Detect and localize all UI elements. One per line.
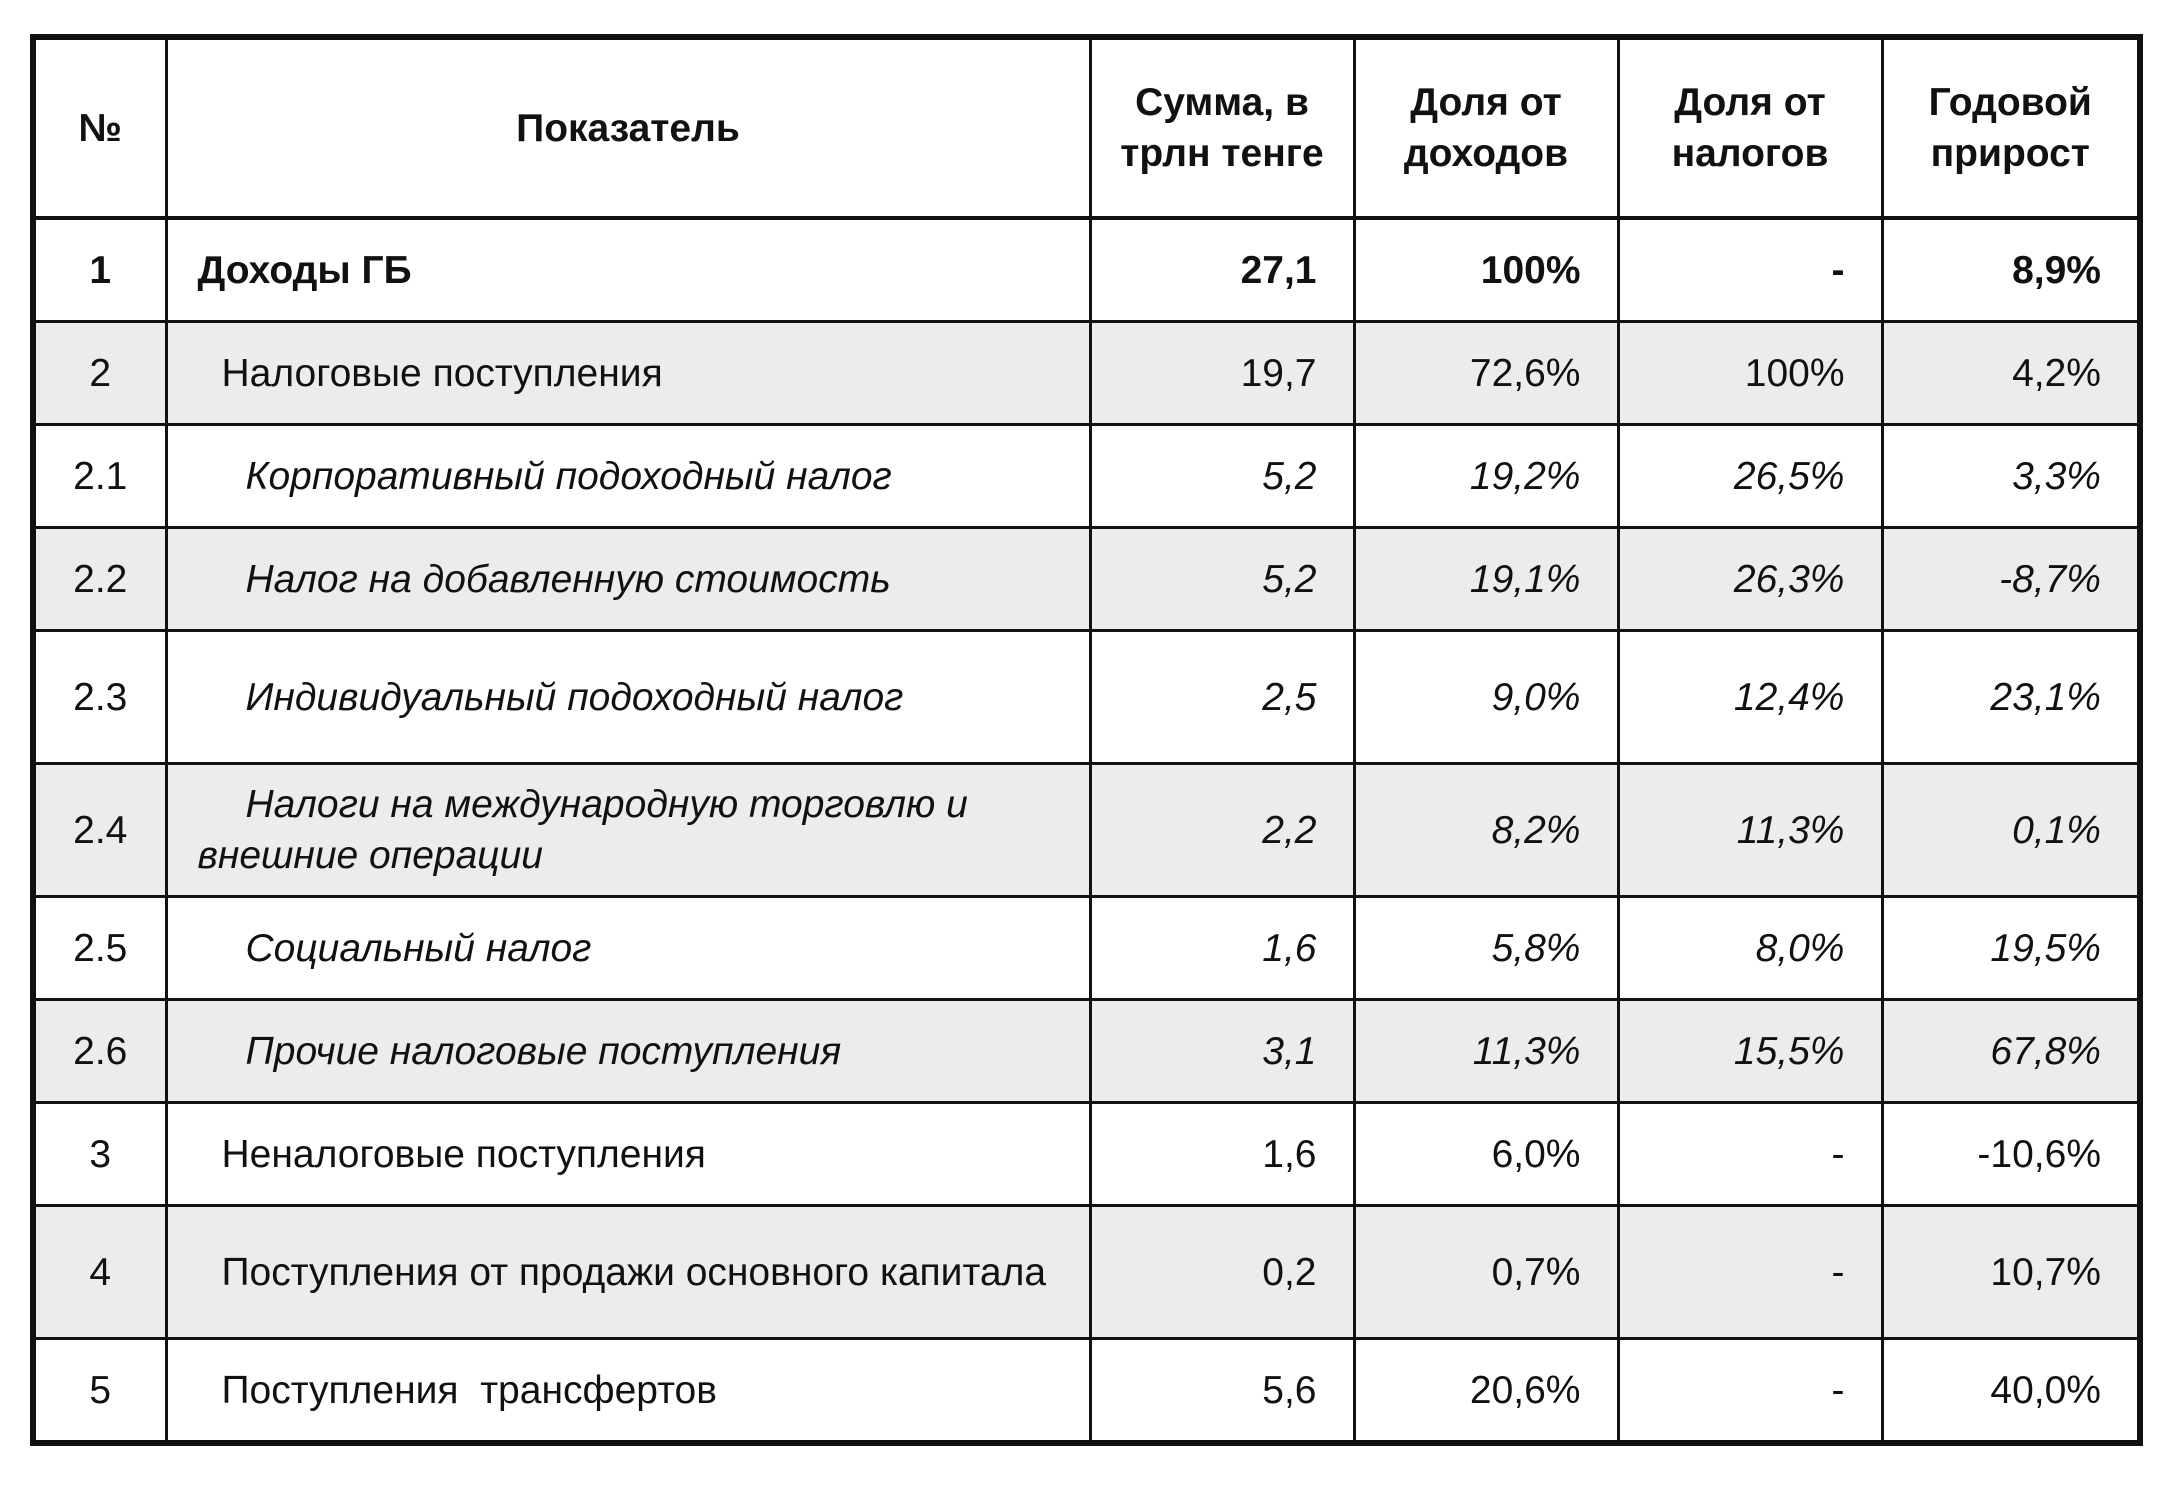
row-sum: 1,6 — [1090, 897, 1354, 1000]
row-num: 5 — [33, 1339, 166, 1444]
row-num: 2.2 — [33, 528, 166, 631]
header-num: № — [33, 37, 166, 218]
row-growth: 67,8% — [1882, 1000, 2140, 1103]
revenue-table — [30, 34, 2143, 1446]
row-sum: 0,2 — [1090, 1206, 1354, 1339]
row-growth: 8,9% — [1882, 218, 2140, 322]
row-sum: 2,5 — [1090, 631, 1354, 764]
row-name — [166, 322, 1090, 425]
row-sum: 27,1 — [1090, 218, 1354, 322]
row-sum: 2,2 — [1090, 764, 1354, 897]
row-share-income: 20,6% — [1354, 1339, 1618, 1444]
table-row — [33, 218, 2140, 322]
row-growth: 4,2% — [1882, 322, 2140, 425]
row-share-income: 5,8% — [1354, 897, 1618, 1000]
row-share-taxes: 26,5% — [1618, 425, 1882, 528]
table-row — [33, 528, 2140, 631]
row-share-income: 19,1% — [1354, 528, 1618, 631]
header-annual-growth: Годовой прирост — [1882, 37, 2140, 218]
row-name-text: Прочие налоговые поступления — [245, 1029, 842, 1073]
row-sum: 3,1 — [1090, 1000, 1354, 1103]
row-name-text: Индивидуальный подоходный налог — [245, 675, 904, 719]
header-sum: Сумма, в трлн тенге — [1090, 37, 1354, 218]
row-name — [166, 1000, 1090, 1103]
row-sum: 19,7 — [1090, 322, 1354, 425]
row-share-income: 19,2% — [1354, 425, 1618, 528]
row-name — [166, 1103, 1090, 1206]
row-num: 2 — [33, 322, 166, 425]
row-name — [166, 425, 1090, 528]
row-name: Поступления от продажи основного капитала — [166, 1206, 1090, 1339]
header-share-income: Доля от доходов — [1354, 37, 1618, 218]
row-growth: 3,3% — [1882, 425, 2140, 528]
row-num: 2.4 — [33, 764, 166, 897]
row-share-income: 100% — [1354, 218, 1618, 322]
row-num: 4 — [33, 1206, 166, 1339]
row-name-text: Корпоративный подоходный налог — [245, 454, 892, 498]
row-share-taxes: - — [1618, 1339, 1882, 1444]
row-name-text: Налог на добавленную стоимость — [245, 557, 891, 601]
table-row — [33, 1206, 2140, 1339]
row-share-income: 6,0% — [1354, 1103, 1618, 1206]
row-growth: 0,1% — [1882, 764, 2140, 897]
row-sum: 5,2 — [1090, 528, 1354, 631]
row-share-taxes: - — [1618, 1206, 1882, 1339]
row-name: Налоги на международную торговлю и внешние операции — [166, 764, 1090, 897]
row-sum: 5,6 — [1090, 1339, 1354, 1444]
header-indicator: Показатель — [166, 37, 1090, 218]
row-growth: 10,7% — [1882, 1206, 2140, 1339]
row-name-text: Социальный налог — [245, 926, 592, 970]
row-name-text: Поступления трансфертов — [221, 1368, 717, 1412]
row-num: 1 — [33, 218, 166, 322]
row-name — [166, 897, 1090, 1000]
row-sum: 5,2 — [1090, 425, 1354, 528]
row-share-income: 0,7% — [1354, 1206, 1618, 1339]
table-row — [33, 1103, 2140, 1206]
row-share-taxes: 26,3% — [1618, 528, 1882, 631]
row-share-income: 72,6% — [1354, 322, 1618, 425]
table-row — [33, 1000, 2140, 1103]
row-num: 2.5 — [33, 897, 166, 1000]
table-row — [33, 1339, 2140, 1444]
row-growth: -8,7% — [1882, 528, 2140, 631]
row-name — [166, 1339, 1090, 1444]
row-growth: 19,5% — [1882, 897, 2140, 1000]
table-row — [33, 322, 2140, 425]
row-share-income: 9,0% — [1354, 631, 1618, 764]
row-growth: -10,6% — [1882, 1103, 2140, 1206]
header-share-taxes: Доля от налогов — [1618, 37, 1882, 218]
table-row — [33, 425, 2140, 528]
row-num: 3 — [33, 1103, 166, 1206]
row-sum: 1,6 — [1090, 1103, 1354, 1206]
row-name-text: Неналоговые поступления — [221, 1132, 706, 1176]
table-header-row — [33, 37, 2140, 218]
row-name — [166, 631, 1090, 764]
row-share-taxes: 100% — [1618, 322, 1882, 425]
row-share-taxes: 8,0% — [1618, 897, 1882, 1000]
table-row — [33, 764, 2140, 897]
row-share-taxes: 11,3% — [1618, 764, 1882, 897]
row-num: 2.6 — [33, 1000, 166, 1103]
row-name — [166, 528, 1090, 631]
row-growth: 40,0% — [1882, 1339, 2140, 1444]
row-share-income: 11,3% — [1354, 1000, 1618, 1103]
row-name: Доходы ГБ — [166, 218, 1090, 322]
table-row — [33, 897, 2140, 1000]
row-num: 2.3 — [33, 631, 166, 764]
row-share-taxes: - — [1618, 1103, 1882, 1206]
row-share-taxes: - — [1618, 218, 1882, 322]
revenue-table-container — [30, 34, 2137, 1446]
row-share-income: 8,2% — [1354, 764, 1618, 897]
row-num: 2.1 — [33, 425, 166, 528]
table-row — [33, 631, 2140, 764]
row-growth: 23,1% — [1882, 631, 2140, 764]
row-share-taxes: 15,5% — [1618, 1000, 1882, 1103]
row-share-taxes: 12,4% — [1618, 631, 1882, 764]
row-name-text: Налоговые поступления — [221, 351, 663, 395]
